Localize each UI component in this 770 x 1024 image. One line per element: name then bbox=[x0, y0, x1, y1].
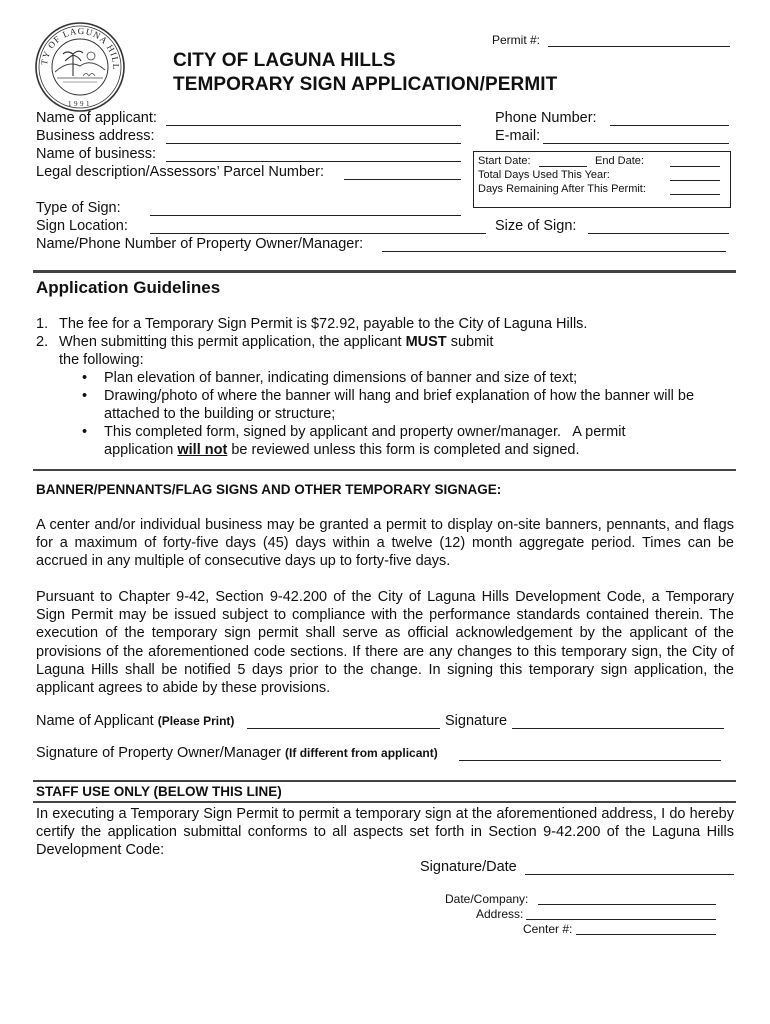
applicant-signature-field[interactable] bbox=[512, 728, 724, 729]
days-remaining-field[interactable] bbox=[670, 194, 720, 195]
bullet-1-text: Plan elevation of banner, indicating dimensions of banner and size of text; bbox=[104, 370, 578, 386]
address-label: Address: bbox=[476, 907, 524, 921]
permit-number-label: Permit #: bbox=[492, 33, 541, 47]
guidelines-heading: Application Guidelines bbox=[36, 278, 221, 297]
bullet-icon: • bbox=[82, 388, 88, 404]
business-address-field[interactable] bbox=[166, 143, 461, 144]
staff-heading: STAFF USE ONLY (BELOW THIS LINE) bbox=[36, 784, 282, 799]
end-date-field[interactable] bbox=[670, 166, 720, 167]
sign-location-label: Sign Location: bbox=[36, 218, 128, 234]
guideline-1-number: 1. bbox=[36, 316, 49, 332]
legal-description-field[interactable] bbox=[344, 179, 461, 180]
section-divider-2 bbox=[33, 469, 736, 471]
guideline-2-text-b: submit bbox=[450, 334, 494, 350]
guideline-2-text-a: When submitting this permit application, the applicant bbox=[59, 334, 402, 350]
permit-number-field[interactable] bbox=[548, 46, 730, 47]
size-of-sign-field[interactable] bbox=[588, 233, 729, 234]
owner-signature-hint: (If different from applicant) bbox=[285, 746, 438, 760]
guideline-2-text-c: the following: bbox=[59, 352, 144, 368]
guideline-1-text: The fee for a Temporary Sign Permit is $72.92, payable to the City of Laguna Hills. bbox=[59, 316, 588, 332]
type-of-sign-label: Type of Sign: bbox=[36, 200, 121, 216]
center-number-label: Center #: bbox=[523, 922, 573, 936]
property-owner-field[interactable] bbox=[382, 251, 726, 252]
applicant-name-label-text: Name of Applicant bbox=[36, 713, 154, 729]
applicant-name-label bbox=[36, 713, 234, 729]
staff-paragraph: In executing a Temporary Sign Permit to permit a temporary sign at the aforementioned address, I do hereby certify the application submittal conforms to all aspects set forth in Section 9-42.200 of the Laguna Hills Development Code: bbox=[36, 806, 734, 859]
owner-signature-label-text: Signature of Property Owner/Manager bbox=[36, 745, 282, 761]
owner-signature-field[interactable] bbox=[459, 760, 721, 761]
bullet-3-text-b bbox=[104, 442, 580, 458]
applicant-name-field[interactable] bbox=[247, 728, 440, 729]
email-label: E-mail: bbox=[495, 128, 541, 144]
bullet-icon: • bbox=[82, 370, 88, 386]
bullet-2-text-b: attached to the building or structure; bbox=[104, 406, 336, 422]
business-address-label: Business address: bbox=[36, 128, 155, 144]
sign-location-field[interactable] bbox=[150, 233, 486, 234]
banner-paragraph-2: Pursuant to Chapter 9-42, Section 9-42.200 of the City of Laguna Hills Development Code, a Temporary Sign Permit may be issued subject to compliance with the performance standards contained therein. The execution of the temporary sign permit shall serve as official acknowledgement by the applicant of the provisions of the aforementioned code sections. If there are any changes to this temporary sign, the City of Laguna Hills shall be notified 5 days prior to the change. In signing this temporary sign application, the applicant agrees to abide by these provisions. bbox=[36, 589, 734, 697]
phone-number-field[interactable] bbox=[610, 125, 729, 126]
page-title-line2: TEMPORARY SIGN APPLICATION/PERMIT bbox=[173, 74, 558, 95]
bullet-3-will-not: will not bbox=[177, 442, 228, 458]
total-days-label: Total Days Used This Year: bbox=[478, 169, 610, 181]
signature-label: Signature bbox=[445, 713, 508, 729]
page-title-line1: CITY OF LAGUNA HILLS bbox=[173, 50, 396, 71]
city-seal bbox=[33, 20, 127, 114]
name-of-applicant-field[interactable] bbox=[166, 125, 461, 126]
days-remaining-label: Days Remaining After This Permit: bbox=[478, 183, 646, 195]
bullet-icon: • bbox=[82, 424, 88, 440]
bullet-3-text-b1: application bbox=[104, 442, 174, 458]
owner-signature-label bbox=[36, 745, 438, 761]
city-seal-graphic bbox=[33, 20, 127, 114]
total-days-field[interactable] bbox=[670, 180, 720, 181]
staff-signature-date-label: Signature/Date bbox=[420, 859, 517, 875]
size-of-sign-label: Size of Sign: bbox=[495, 218, 577, 234]
center-number-field[interactable] bbox=[576, 934, 716, 935]
bullet-3-text-b2: be reviewed unless this form is completed and signed. bbox=[231, 442, 580, 458]
bullet-3-text-a: This completed form, signed by applicant and property owner/manager. A permit bbox=[104, 424, 626, 440]
staff-bottom-rule bbox=[33, 801, 736, 803]
date-company-label: Date/Company: bbox=[445, 892, 529, 906]
staff-top-rule bbox=[33, 780, 736, 782]
name-of-applicant-label: Name of applicant: bbox=[36, 110, 157, 126]
applicant-name-hint: (Please Print) bbox=[157, 714, 235, 728]
date-company-field[interactable] bbox=[538, 904, 716, 905]
property-owner-label: Name/Phone Number of Property Owner/Manager: bbox=[36, 236, 364, 252]
seal-text: TY OF LAGUNA HILL bbox=[38, 25, 122, 71]
staff-signature-date-field[interactable] bbox=[525, 874, 734, 875]
name-of-business-label: Name of business: bbox=[36, 146, 157, 162]
start-date-label: Start Date: bbox=[478, 155, 531, 167]
guideline-2-must: MUST bbox=[405, 334, 447, 350]
banner-paragraph-1: A center and/or individual business may be granted a permit to display on-site banners, pennants, and flags for a maximum of forty-five days (45) days within a twelve (12) month aggregate period. Times can be accrued in any multiple of consecutive days up to forty-five days. bbox=[36, 517, 734, 570]
guideline-2-text bbox=[59, 334, 493, 350]
seal-year: 1991 bbox=[68, 100, 92, 108]
bullet-2-text-a: Drawing/photo of where the banner will hang and brief explanation of how the banner will be bbox=[104, 388, 695, 404]
type-of-sign-field[interactable] bbox=[150, 215, 461, 216]
banner-section-heading: BANNER/PENNANTS/FLAG SIGNS AND OTHER TEMPORARY SIGNAGE: bbox=[36, 482, 502, 497]
address-field[interactable] bbox=[526, 919, 716, 920]
start-date-field[interactable] bbox=[539, 166, 587, 167]
email-field[interactable] bbox=[543, 143, 729, 144]
legal-description-label: Legal description/Assessors’ Parcel Number: bbox=[36, 164, 324, 180]
guideline-2-number: 2. bbox=[36, 334, 49, 350]
phone-number-label: Phone Number: bbox=[495, 110, 597, 126]
name-of-business-field[interactable] bbox=[166, 161, 461, 162]
end-date-label: End Date: bbox=[595, 155, 644, 167]
section-divider bbox=[33, 270, 736, 273]
